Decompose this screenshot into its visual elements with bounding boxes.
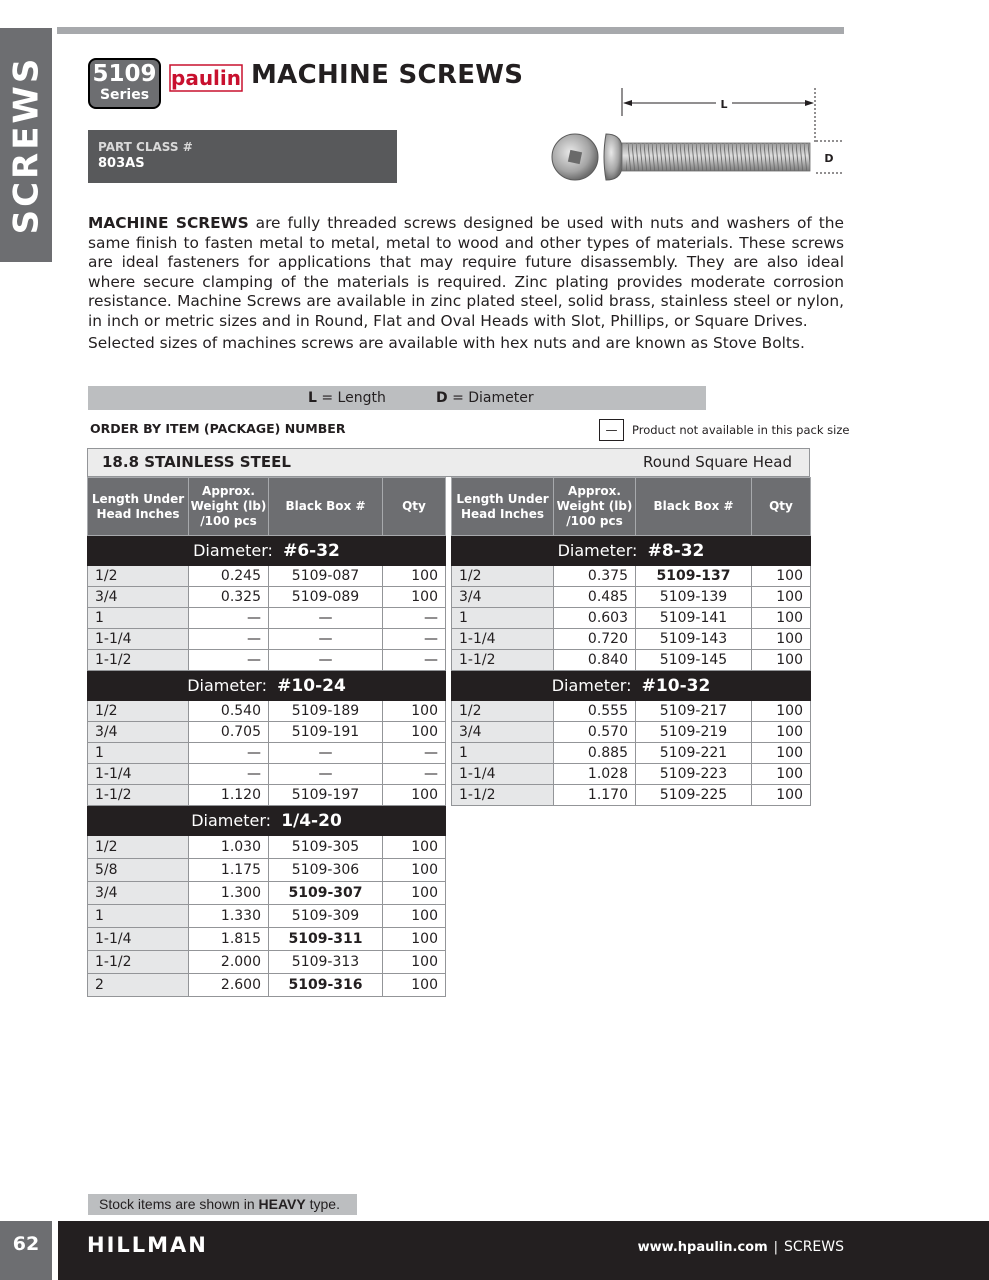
material-name: 18.8 STAINLESS STEEL [102,453,291,471]
diameter-row [452,671,811,701]
weight-cell: 0.720 [554,629,636,650]
box-number-cell: 5109-139 [636,587,752,608]
diameter-dimension [816,141,844,173]
weight-cell: 0.555 [554,701,636,722]
box-number-cell: 5109-141 [636,608,752,629]
intro-paragraph-1 [88,214,844,331]
diameter-heading-label: Diameter: [187,675,267,695]
diameter-row [452,536,811,566]
length-cell: 1-1/4 [452,629,554,650]
diameter-value: #8-32 [647,540,705,561]
weight-cell: 1.120 [189,785,269,806]
box-number-cell: 5109-309 [269,905,383,928]
side-tab-label: SCREWS [6,55,46,235]
col-box-header: Black Box # [636,478,752,536]
diameter-label: D [824,152,834,165]
weight-cell: 0.705 [189,722,269,743]
qty-cell: 100 [383,928,446,951]
length-cell: 1-1/4 [88,629,189,650]
diameter-value: #6-32 [283,540,340,561]
length-cell: 3/4 [88,587,189,608]
not-available-key [599,419,849,441]
qty-cell: — [383,764,446,785]
table-row [452,701,811,722]
box-number-cell: 5109-219 [636,722,752,743]
qty-cell: 100 [383,722,446,743]
screw-diagram [548,84,848,184]
qty-cell: 100 [752,608,811,629]
length-cell: 1 [88,905,189,928]
legend-diameter: D = Diameter [436,390,534,406]
table-row [88,951,446,974]
qty-cell: 100 [383,905,446,928]
length-cell: 1 [88,743,189,764]
table-row [452,785,811,806]
qty-cell: — [383,629,446,650]
footer-website-link[interactable]: www.hpaulin.com [637,1240,768,1255]
table-row [88,608,446,629]
diameter-value: #10-32 [641,675,711,696]
weight-cell: — [189,743,269,764]
intro-paragraph-2: Selected sizes of machines screws are available with hex nuts and are known as Stove Bolts. [88,334,805,352]
screw-head-top-view [552,134,598,180]
diameter-value: 1/4-20 [281,810,342,831]
diameter-heading [88,671,446,701]
qty-cell: 100 [752,785,811,806]
table-row [88,764,446,785]
part-class-box [88,130,397,183]
part-class-value: 803AS [98,156,145,171]
head-type: Round Square Head [642,453,792,471]
box-number-cell: 5109-306 [269,859,383,882]
weight-cell: 0.570 [554,722,636,743]
diameter-heading-label: Diameter: [551,675,632,695]
length-cell: 1-1/2 [452,650,554,671]
box-number-cell: 5109-316 [269,974,383,997]
box-number-cell: 5109-197 [269,785,383,806]
intro-body: are fully threaded screws designed be used with nuts and washers of the same finish to fasten metal to metal, metal to wood and other types of materials. These screws are ideal fasteners for applications that may require future disassembly. They are also ideal where secure clamping of the materials is required. Zinc plating provides moderate corrosion resistance. Machine Screws are available in zinc plated steel, solid brass, stainless steel or nylon, in inch or metric sizes and in Round, Flat and Oval Heads with Slot, Phillips, or Square Drives. [88,214,845,330]
length-cell: 3/4 [88,722,189,743]
box-number-cell: 5109-089 [269,587,383,608]
length-label: L [720,98,728,111]
hillman-logo-text: HILLMAN [87,1233,208,1255]
weight-cell: 0.485 [554,587,636,608]
table-header-row [88,478,446,536]
table-row [452,566,811,587]
length-cell: 1/2 [88,566,189,587]
length-cell: 3/4 [88,882,189,905]
length-cell: 1-1/2 [88,951,189,974]
table-row [452,764,811,785]
table-row [88,905,446,928]
table-row [88,701,446,722]
top-rule [57,27,844,34]
weight-cell: — [189,764,269,785]
table-row [452,629,811,650]
box-number-cell: 5109-311 [269,928,383,951]
box-number-cell: 5109-189 [269,701,383,722]
qty-cell: 100 [383,836,446,859]
box-number-cell: 5109-143 [636,629,752,650]
stock-note: Stock items are shown in HEAVY type. [88,1194,357,1215]
qty-cell: 100 [383,587,446,608]
length-cell: 1-1/2 [88,650,189,671]
table-row [452,722,811,743]
table-row [452,608,811,629]
qty-cell: 100 [383,974,446,997]
product-table-right [451,477,811,806]
hillman-logo [87,1233,247,1255]
table-row [452,650,811,671]
weight-cell: 1.028 [554,764,636,785]
qty-cell: 100 [383,701,446,722]
series-number: 5109 [92,61,157,87]
page-footer [0,1221,989,1280]
table-row [88,928,446,951]
length-cell: 1 [452,608,554,629]
qty-cell: 100 [752,701,811,722]
length-cell: 1-1/4 [88,764,189,785]
weight-cell: — [189,608,269,629]
col-box-header: Black Box # [269,478,383,536]
col-weight-header: Approx. Weight (lb) /100 pcs [189,478,269,536]
box-number-cell: — [269,764,383,785]
weight-cell: 1.300 [189,882,269,905]
qty-cell: 100 [383,566,446,587]
legend-length: L = Length [308,390,386,406]
table-row [88,629,446,650]
length-dimension-line [622,88,815,142]
table-row [88,743,446,764]
box-number-cell: 5109-307 [269,882,383,905]
diameter-row [88,806,446,836]
qty-cell: 100 [752,743,811,764]
qty-cell: 100 [383,951,446,974]
box-number-cell: 5109-191 [269,722,383,743]
footer-bar [58,1221,989,1280]
material-header [87,448,810,477]
diameter-row [88,536,446,566]
qty-cell: 100 [752,764,811,785]
length-cell: 1/2 [452,566,554,587]
weight-cell: 0.245 [189,566,269,587]
series-badge [88,58,161,109]
qty-cell: 100 [383,785,446,806]
box-number-cell: 5109-217 [636,701,752,722]
qty-cell: 100 [752,722,811,743]
length-cell: 3/4 [452,722,554,743]
order-label: ORDER BY ITEM (PACKAGE) NUMBER [90,421,346,436]
product-table-left [87,477,446,997]
diameter-heading-label: Diameter: [193,540,273,560]
qty-cell: 100 [752,629,811,650]
length-cell: 1/2 [452,701,554,722]
diameter-heading-label: Diameter: [191,810,272,830]
length-cell: 1-1/4 [452,764,554,785]
table-row [88,836,446,859]
legend-bar [88,386,706,410]
length-cell: 1 [88,608,189,629]
weight-cell: 0.540 [189,701,269,722]
table-row [452,587,811,608]
footer-section: SCREWS [784,1239,844,1255]
length-cell: 1-1/2 [88,785,189,806]
screw-side-view [604,134,810,180]
weight-cell: 0.840 [554,650,636,671]
col-qty-header: Qty [752,478,811,536]
col-length-header: Length Under Head Inches [452,478,554,536]
qty-cell: 100 [383,859,446,882]
paulin-logo-text: paulin [171,66,241,90]
intro-lead: MACHINE SCREWS [88,214,249,232]
length-cell: 5/8 [88,859,189,882]
box-number-cell: 5109-137 [636,566,752,587]
diameter-heading-label: Diameter: [557,540,638,560]
box-number-cell: 5109-223 [636,764,752,785]
weight-cell: 0.375 [554,566,636,587]
diameter-heading [88,536,446,566]
box-number-cell: — [269,629,383,650]
qty-cell: 100 [752,587,811,608]
length-cell: 1-1/2 [452,785,554,806]
na-key-text: Product not available in this pack size [632,423,850,437]
weight-cell: 1.815 [189,928,269,951]
box-number-cell: 5109-313 [269,951,383,974]
diameter-value: #10-24 [277,675,346,696]
col-weight-header: Approx. Weight (lb) /100 pcs [554,478,636,536]
table-row [88,974,446,997]
length-cell: 1 [452,743,554,764]
length-cell: 2 [88,974,189,997]
length-cell: 1/2 [88,836,189,859]
length-cell: 1/2 [88,701,189,722]
table-row [452,743,811,764]
table-row [88,566,446,587]
box-number-cell: 5109-225 [636,785,752,806]
box-number-cell: — [269,608,383,629]
table-row [88,650,446,671]
na-symbol-box: — [599,419,624,441]
intro-text [88,214,844,354]
table-row [88,859,446,882]
box-number-cell: 5109-221 [636,743,752,764]
weight-cell: 1.030 [189,836,269,859]
qty-cell: 100 [383,882,446,905]
length-cell: 3/4 [452,587,554,608]
page-number: 62 [0,1221,52,1280]
qty-cell: — [383,650,446,671]
table-row [88,587,446,608]
part-class-label: PART CLASS # [98,140,193,154]
diameter-row [88,671,446,701]
diameter-heading [88,806,446,836]
table-row [88,785,446,806]
weight-cell: — [189,629,269,650]
table-header-row [452,478,811,536]
side-section-tab [0,28,52,262]
weight-cell: 0.325 [189,587,269,608]
qty-cell: — [383,743,446,764]
weight-cell: 1.330 [189,905,269,928]
box-number-cell: 5109-305 [269,836,383,859]
box-number-cell: 5109-087 [269,566,383,587]
weight-cell: 2.000 [189,951,269,974]
box-number-cell: — [269,650,383,671]
qty-cell: 100 [752,566,811,587]
footer-site-line: www.hpaulin.com | SCREWS [637,1239,844,1255]
diameter-heading [452,536,811,566]
qty-cell: 100 [752,650,811,671]
weight-cell: 2.600 [189,974,269,997]
table-row [88,722,446,743]
series-label: Series [99,87,150,103]
weight-cell: 1.170 [554,785,636,806]
page-title: MACHINE SCREWS [251,60,524,90]
col-qty-header: Qty [383,478,446,536]
diameter-heading [452,671,811,701]
weight-cell: — [189,650,269,671]
box-number-cell: — [269,743,383,764]
table-row [88,882,446,905]
weight-cell: 1.175 [189,859,269,882]
weight-cell: 0.603 [554,608,636,629]
box-number-cell: 5109-145 [636,650,752,671]
qty-cell: — [383,608,446,629]
length-cell: 1-1/4 [88,928,189,951]
weight-cell: 0.885 [554,743,636,764]
paulin-logo [169,64,243,92]
col-length-header: Length Under Head Inches [88,478,189,536]
